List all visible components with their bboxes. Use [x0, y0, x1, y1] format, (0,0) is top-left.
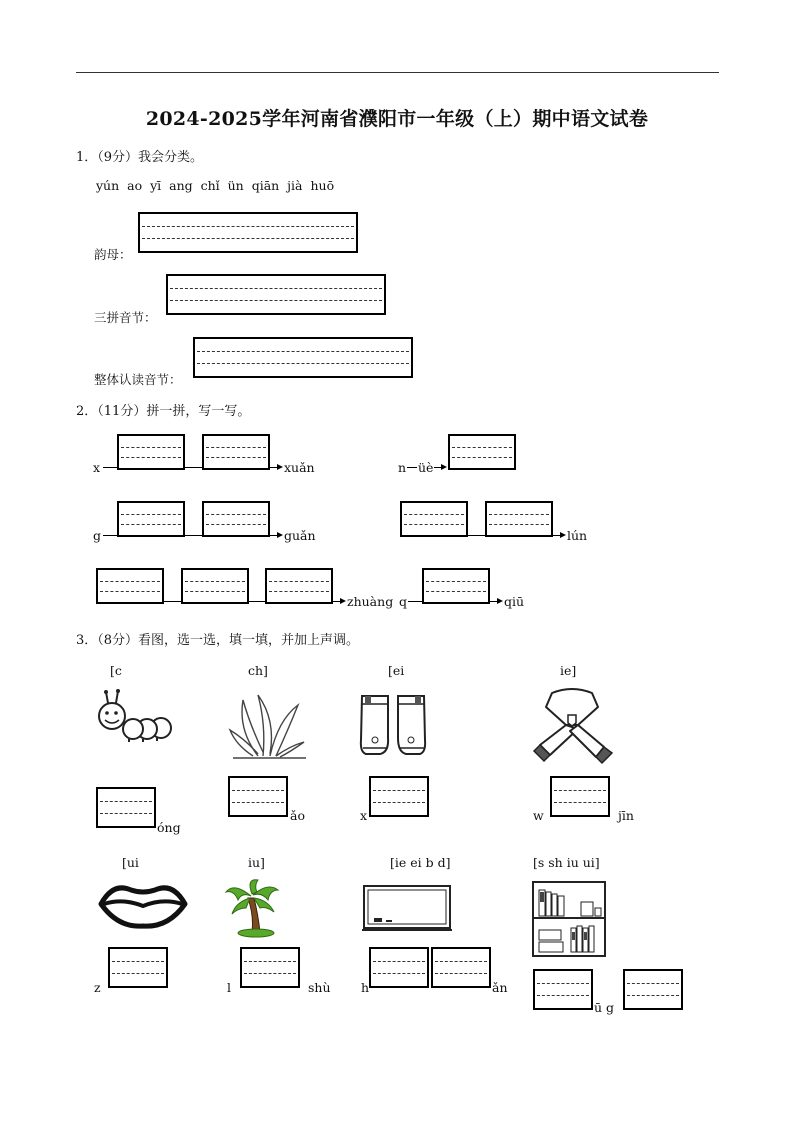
q1-syllables: yún ao yī ang chǐ ün qiān jià huō [96, 178, 335, 193]
q2-r3-right-end: qiū [504, 594, 525, 609]
arrow-icon [277, 464, 283, 470]
q2-r2-box-2[interactable] [202, 501, 270, 537]
connector-line [249, 601, 265, 602]
q1-label-sanpin: 三拼音节： [94, 310, 157, 325]
palm-tree-icon [224, 878, 282, 938]
q2-r3-left-end: zhuàng [347, 594, 394, 609]
q2-r1-box-3[interactable] [448, 434, 516, 470]
top-rule [76, 72, 719, 73]
q2-r1-left-start: x [93, 460, 101, 475]
arrow-icon [441, 464, 447, 470]
q3-r2-option-iu: iu] [248, 855, 265, 870]
q2-r2-box-1[interactable] [117, 501, 185, 537]
q3-r2-option-4: [s sh iu ui] [533, 855, 600, 870]
q3-r1-option-ei: [ei [388, 663, 405, 678]
connector-line [164, 601, 181, 602]
grass-icon [228, 690, 308, 760]
connector-line [407, 467, 417, 468]
q3-r2-box-2[interactable] [240, 947, 300, 988]
q3-r2-box-3a[interactable] [369, 947, 429, 988]
connector-line [468, 535, 485, 536]
q3-r1-fill-3-pre: x [360, 808, 368, 823]
q2-r3-box-1[interactable] [96, 568, 164, 604]
q2-r1-right-start: n [398, 460, 407, 475]
q2-r2-left-start: g [93, 528, 102, 543]
q3-r1-option-ie: ie] [560, 663, 577, 678]
connector-line [103, 467, 118, 468]
connector-line [185, 535, 202, 536]
q1-answer-box-sanpin[interactable] [166, 274, 386, 315]
q3-r2-fill-4-mid: ū g [594, 1000, 615, 1015]
q2-r2-box-4[interactable] [485, 501, 553, 537]
q3-r1-box-1[interactable] [96, 787, 156, 828]
q3-r1-option-c: [c [110, 663, 122, 678]
arrow-icon [560, 532, 566, 538]
q3-r1-box-2[interactable] [228, 776, 288, 817]
arrow-icon [277, 532, 283, 538]
q2-r2-box-3[interactable] [400, 501, 468, 537]
q3-r1-fill-2: ǎo [290, 808, 305, 823]
q3-r2-fill-2-pre: l [227, 980, 231, 995]
q2-r1-box-1[interactable] [117, 434, 185, 470]
page-title: 2024-2025学年河南省濮阳市一年级（上）期中语文试卷 [145, 108, 649, 130]
q1-label-yunmu: 韵母： [94, 247, 132, 262]
q3-r2-option-3: [ie ei b d] [390, 855, 451, 870]
q3-r1-option-ch: ch] [248, 663, 268, 678]
q2-header: 2．（11分）拼一拼，写一写。 [76, 404, 251, 419]
q3-r1-fill-4-pre: w [533, 808, 544, 823]
q3-header: 3．（8分）看图，选一选，填一填，并加上声调。 [76, 633, 360, 648]
q2-r3-box-4[interactable] [422, 568, 490, 604]
q3-r2-fill-1-pre: z [94, 980, 101, 995]
q3-r2-box-3b[interactable] [431, 947, 491, 988]
q3-r2-box-1[interactable] [108, 947, 168, 988]
q3-r2-option-ui: [ui [122, 855, 139, 870]
connector-line [408, 601, 422, 602]
arrow-icon [497, 598, 503, 604]
connector-line [103, 535, 118, 536]
q2-r3-box-2[interactable] [181, 568, 249, 604]
q3-r2-fill-2-post: shù [308, 980, 331, 995]
connector-line [185, 467, 202, 468]
q3-r1-box-3[interactable] [369, 776, 429, 817]
q2-r1-right-mid: üè [418, 460, 434, 475]
q2-r2-left-end: guǎn [284, 528, 316, 543]
q2-r3-box-3[interactable] [265, 568, 333, 604]
q2-r2-right-end: lún [567, 528, 588, 543]
q3-r1-fill-4-post: jīn [618, 808, 634, 823]
q3-r2-box-4a[interactable] [533, 969, 593, 1010]
lips-icon [98, 880, 188, 930]
q3-r1-box-4[interactable] [550, 776, 610, 817]
q1-answer-box-zhengti[interactable] [193, 337, 413, 378]
q1-label-zhengti: 整体认读音节： [94, 372, 182, 387]
q1-header: 1．（9分）我会分类。 [76, 150, 204, 165]
q3-r2-fill-3-pre: h [361, 980, 370, 995]
q3-r1-fill-1: óng [157, 820, 181, 835]
caterpillar-icon [96, 690, 176, 745]
q2-r1-left-end: xuǎn [284, 460, 315, 475]
bookshelf-icon [531, 880, 607, 958]
q2-r3-right-start: q [399, 594, 408, 609]
q3-r2-fill-3-post: ǎn [492, 980, 508, 995]
arrow-icon [340, 598, 346, 604]
q1-answer-box-yunmu[interactable] [138, 212, 358, 253]
scarf-icon [530, 685, 614, 765]
q3-r2-box-4b[interactable] [623, 969, 683, 1010]
boots-icon [358, 690, 430, 760]
q2-r1-box-2[interactable] [202, 434, 270, 470]
blackboard-icon [362, 884, 454, 934]
